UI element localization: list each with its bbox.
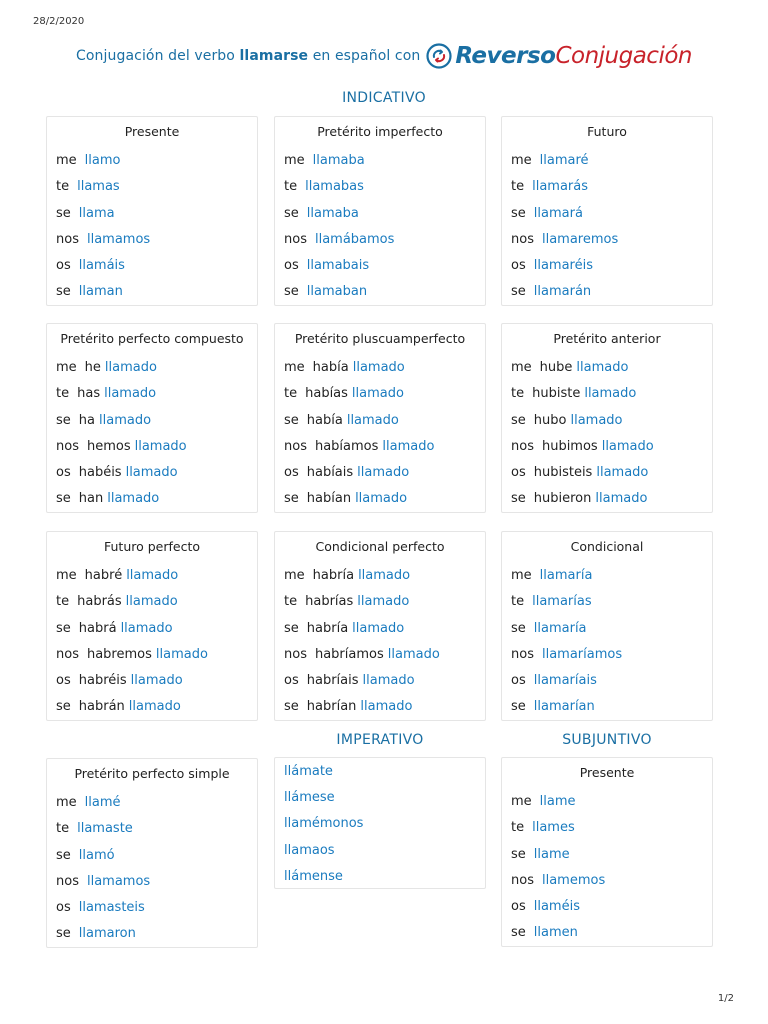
- verb-form-link[interactable]: llamaría: [533, 620, 587, 636]
- verb-form-link[interactable]: llamarás: [532, 179, 589, 195]
- verb-form-link[interactable]: llamado: [601, 438, 654, 454]
- conjugation-row: [47, 381, 257, 407]
- page-number: 1/2: [717, 993, 734, 1004]
- auxiliary-verb: habéis: [78, 465, 122, 481]
- verb-form-link[interactable]: llama: [78, 205, 115, 221]
- verb-form-link[interactable]: llamarán: [533, 284, 592, 300]
- auxiliary-verb: habría: [306, 620, 349, 636]
- imperativo-box: [274, 757, 486, 889]
- conjugation-row: [502, 381, 712, 407]
- tense-box: [501, 116, 713, 306]
- auxiliary-verb: hubisteis: [533, 465, 593, 481]
- conjugation-row: [47, 642, 257, 668]
- pronoun: te: [284, 386, 298, 402]
- pronoun: os: [511, 258, 526, 274]
- pronoun: se: [511, 699, 526, 715]
- verb-form-link[interactable]: llamado: [360, 699, 413, 715]
- verb-form-link[interactable]: llamado: [358, 568, 411, 583]
- pronoun: me: [511, 360, 532, 375]
- tense-title: Pretérito perfecto compuesto: [60, 331, 244, 346]
- verb-form-link[interactable]: llamado: [352, 360, 405, 375]
- conjugation-row: [47, 843, 257, 869]
- conjugation-row: [502, 616, 712, 642]
- verb-form-link[interactable]: llamáis: [78, 258, 125, 274]
- pronoun: nos: [56, 873, 79, 889]
- verb-form-link[interactable]: llamaríamos: [541, 646, 623, 662]
- verb-form-link[interactable]: llamaron: [78, 926, 136, 942]
- verb-form-link[interactable]: llamado: [357, 465, 410, 481]
- auxiliary-verb: había: [306, 412, 343, 428]
- header-title: [76, 48, 420, 64]
- conjugation-row: [47, 694, 257, 720]
- section-subjuntivo: SUBJUNTIVO: [562, 732, 652, 748]
- conjugation-row: [47, 563, 257, 589]
- conjugation-row: [275, 486, 485, 512]
- header-prefix: Conjugación del verbo: [76, 48, 235, 64]
- conjugation-row: [502, 148, 712, 174]
- verb-form-link[interactable]: llamado: [120, 620, 173, 636]
- auxiliary-verb: habían: [306, 491, 352, 507]
- pronoun: se: [511, 412, 526, 428]
- tense-box: [46, 116, 258, 306]
- verb-form-link[interactable]: llamaste: [77, 821, 133, 837]
- verb-form-link[interactable]: llamado: [99, 412, 152, 428]
- pronoun: te: [511, 179, 525, 195]
- conjugation-row: [47, 434, 257, 460]
- pronoun: se: [284, 284, 299, 300]
- conjugation-row: [502, 894, 712, 920]
- pronoun: te: [56, 179, 70, 195]
- conjugation-row: [502, 486, 712, 512]
- tense-box: [274, 531, 486, 721]
- verb-form-link[interactable]: llamado: [104, 360, 157, 375]
- auxiliary-verb: habrá: [78, 620, 117, 636]
- imperative-form-link[interactable]: llámate: [284, 764, 333, 779]
- tense-title: Pretérito imperfecto: [317, 124, 443, 139]
- tense-title: Pretérito anterior: [553, 331, 661, 346]
- verb-form-link[interactable]: llamo: [84, 153, 121, 168]
- pronoun: os: [56, 465, 71, 481]
- conjugation-row: [275, 434, 485, 460]
- conjugation-row: [47, 869, 257, 895]
- auxiliary-verb: habías: [305, 386, 348, 402]
- auxiliary-verb: habréis: [78, 673, 127, 689]
- verb-form-link[interactable]: llamado: [584, 386, 637, 402]
- tense-box: [46, 323, 258, 513]
- pronoun: te: [284, 594, 298, 610]
- conjugation-row: [275, 668, 485, 694]
- pronoun: se: [511, 491, 526, 507]
- verb-form-link[interactable]: llamado: [387, 646, 440, 662]
- verb-form-link[interactable]: llamado: [351, 386, 404, 402]
- tense-box: [46, 531, 258, 721]
- verb-form-link[interactable]: llamaríais: [533, 673, 597, 689]
- pronoun: os: [511, 899, 526, 915]
- pronoun: se: [284, 205, 299, 221]
- tense-box: [501, 757, 713, 947]
- auxiliary-verb: ha: [78, 412, 95, 428]
- conjugation-row: [47, 790, 257, 816]
- verb-form-link[interactable]: llamasteis: [78, 900, 145, 916]
- tense-title: Pretérito perfecto simple: [74, 766, 230, 781]
- conjugation-row: [275, 279, 485, 305]
- verb-form-link[interactable]: llamado: [362, 673, 415, 689]
- verb-form-link[interactable]: llamado: [346, 412, 399, 428]
- verb-form-link[interactable]: llamaría: [539, 568, 593, 583]
- conjugation-row: [502, 589, 712, 615]
- conjugation-row: [275, 589, 485, 615]
- auxiliary-verb: habré: [84, 568, 123, 583]
- conjugation-row: [502, 694, 712, 720]
- pronoun: nos: [511, 646, 534, 662]
- verb-form-link[interactable]: llamaréis: [533, 258, 593, 274]
- conjugation-row: [47, 921, 257, 947]
- verb-form-link[interactable]: llamen: [533, 925, 578, 941]
- pronoun: te: [511, 594, 525, 610]
- tense-box: [501, 323, 713, 513]
- auxiliary-verb: había: [312, 360, 349, 375]
- conjugation-row: [275, 227, 485, 253]
- verb-form-link[interactable]: llamó: [78, 847, 115, 863]
- conjugation-row: [502, 434, 712, 460]
- pronoun: me: [56, 795, 77, 810]
- pronoun: nos: [511, 438, 534, 454]
- pronoun: os: [284, 258, 299, 274]
- conjugation-row: [47, 589, 257, 615]
- conjugation-row: [275, 381, 485, 407]
- verb-form-link[interactable]: llamado: [128, 699, 181, 715]
- conjugation-row: [275, 460, 485, 486]
- conjugation-row: [47, 616, 257, 642]
- page-header: [0, 38, 768, 74]
- pronoun: me: [284, 360, 305, 375]
- pronoun: se: [284, 491, 299, 507]
- auxiliary-verb: habrías: [305, 594, 354, 610]
- conjugation-row: [275, 148, 485, 174]
- pronoun: se: [511, 925, 526, 941]
- pronoun: se: [284, 412, 299, 428]
- verb-form-link[interactable]: llamaban: [306, 284, 368, 300]
- auxiliary-verb: hubimos: [541, 438, 598, 454]
- auxiliary-verb: habrán: [78, 699, 125, 715]
- verb-form-link[interactable]: llamado: [570, 412, 623, 428]
- verb-form-link[interactable]: llame: [533, 846, 570, 862]
- verb-form-link[interactable]: llaman: [78, 284, 123, 300]
- print-date: 28/2/2020: [33, 16, 85, 27]
- auxiliary-verb: habremos: [86, 646, 152, 662]
- pronoun: nos: [511, 231, 534, 247]
- pronoun: te: [56, 594, 70, 610]
- tense-title: Futuro perfecto: [103, 539, 200, 554]
- pronoun: os: [56, 258, 71, 274]
- tense-box: [274, 116, 486, 306]
- verb-form-link[interactable]: llamado: [126, 568, 179, 583]
- auxiliary-verb: han: [78, 491, 104, 507]
- pronoun: se: [511, 846, 526, 862]
- conjugation-row: [275, 642, 485, 668]
- verb-form-link[interactable]: llamamos: [86, 231, 151, 247]
- verb-form-link[interactable]: llame: [539, 794, 576, 809]
- imperative-form-link[interactable]: llamémonos: [284, 816, 364, 832]
- pronoun: nos: [56, 231, 79, 247]
- conjugation-row: [47, 668, 257, 694]
- conjugation-row: [47, 174, 257, 200]
- pronoun: se: [511, 620, 526, 636]
- pronoun: se: [56, 491, 71, 507]
- section-indicativo: INDICATIVO: [342, 90, 426, 106]
- conjugation-row: [47, 227, 257, 253]
- pronoun: nos: [284, 231, 307, 247]
- verb-form-link[interactable]: llamaremos: [541, 231, 619, 247]
- pronoun: os: [284, 673, 299, 689]
- auxiliary-verb: he: [84, 360, 101, 375]
- reverso-logo-icon: [426, 43, 452, 69]
- pronoun: se: [56, 847, 71, 863]
- verb-form-link[interactable]: llamado: [576, 360, 629, 375]
- verb-form-link[interactable]: llamado: [107, 491, 160, 507]
- conjugation-row: [502, 227, 712, 253]
- tense-title: Condicional: [570, 539, 644, 554]
- pronoun: se: [56, 205, 71, 221]
- conjugation-row: [275, 253, 485, 279]
- pronoun: me: [56, 568, 77, 583]
- pronoun: te: [56, 386, 70, 402]
- pronoun: nos: [56, 438, 79, 454]
- verb-form-link[interactable]: llamé: [84, 795, 121, 810]
- conjugation-row: [47, 279, 257, 305]
- tense-title: Presente: [579, 765, 635, 780]
- verb-form-link[interactable]: llamas: [77, 179, 120, 195]
- auxiliary-verb: habrás: [77, 594, 122, 610]
- tense-title: Pretérito pluscuamperfecto: [294, 331, 466, 346]
- conjugation-row: [502, 174, 712, 200]
- verb-form-link[interactable]: llamado: [104, 386, 157, 402]
- conjugation-row: [47, 816, 257, 842]
- conjugation-row: [502, 868, 712, 894]
- pronoun: se: [511, 284, 526, 300]
- conjugation-row: [47, 355, 257, 381]
- auxiliary-verb: habríais: [306, 673, 359, 689]
- pronoun: se: [511, 205, 526, 221]
- verb-form-link[interactable]: llamado: [125, 465, 178, 481]
- verb-form-link[interactable]: llamado: [134, 438, 187, 454]
- conjugation-row: [275, 174, 485, 200]
- tense-title: Presente: [124, 124, 180, 139]
- conjugation-row: [47, 253, 257, 279]
- conjugation-row: [502, 920, 712, 946]
- conjugation-row: [502, 563, 712, 589]
- tense-title: Condicional perfecto: [315, 539, 445, 554]
- auxiliary-verb: hubiste: [532, 386, 581, 402]
- conjugation-row: [47, 895, 257, 921]
- conjugation-row: [275, 355, 485, 381]
- conjugation-row: [275, 694, 485, 720]
- pronoun: os: [56, 900, 71, 916]
- logo-reverso-text: Reverso: [455, 43, 556, 69]
- pronoun: se: [56, 412, 71, 428]
- conjugation-row: [502, 789, 712, 815]
- verb-form-link[interactable]: llamado: [357, 594, 410, 610]
- pronoun: me: [511, 794, 532, 809]
- tense-title: Futuro: [587, 124, 627, 139]
- verb-form-link[interactable]: llamaré: [539, 153, 589, 168]
- pronoun: te: [284, 179, 298, 195]
- auxiliary-verb: habíais: [306, 465, 354, 481]
- conjugation-row: [275, 616, 485, 642]
- verb-form-link[interactable]: llamado: [382, 438, 435, 454]
- pronoun: nos: [284, 438, 307, 454]
- conjugation-row: [502, 279, 712, 305]
- header-suffix: en español con: [312, 48, 421, 64]
- verb-form-link[interactable]: llamábamos: [314, 231, 395, 247]
- conjugation-row: [275, 201, 485, 227]
- pronoun: se: [284, 699, 299, 715]
- verb-form-link[interactable]: llaméis: [533, 899, 580, 915]
- imperative-form-link[interactable]: llamaos: [284, 842, 335, 858]
- conjugation-row: [47, 486, 257, 512]
- conjugation-row: [47, 201, 257, 227]
- auxiliary-verb: habrían: [306, 699, 357, 715]
- verb-form-link[interactable]: llames: [532, 820, 575, 836]
- conjugation-row: [502, 408, 712, 434]
- logo-conjugacion-text: Conjugación: [555, 43, 692, 69]
- pronoun: se: [56, 926, 71, 942]
- verb-form-link[interactable]: llamado: [595, 491, 648, 507]
- verb-form-link[interactable]: llamado: [125, 594, 178, 610]
- pronoun: me: [56, 153, 77, 168]
- verb-form-link[interactable]: llamamos: [86, 873, 151, 889]
- verb-form-link[interactable]: llamado: [355, 491, 408, 507]
- verb-form-link[interactable]: llamará: [533, 205, 583, 221]
- conjugation-row: [502, 668, 712, 694]
- pronoun: te: [56, 821, 70, 837]
- pronoun: nos: [56, 646, 79, 662]
- auxiliary-verb: hube: [539, 360, 573, 375]
- conjugation-row: [47, 408, 257, 434]
- conjugation-row: [502, 201, 712, 227]
- pronoun: se: [56, 620, 71, 636]
- auxiliary-verb: habría: [312, 568, 355, 583]
- conjugation-row: [275, 408, 485, 434]
- auxiliary-verb: hubieron: [533, 491, 592, 507]
- pronoun: me: [56, 360, 77, 375]
- pronoun: os: [284, 465, 299, 481]
- pronoun: me: [284, 568, 305, 583]
- conjugation-row: [502, 460, 712, 486]
- pronoun: os: [511, 465, 526, 481]
- verb-form-link[interactable]: llamado: [130, 673, 183, 689]
- tense-box: [274, 323, 486, 513]
- auxiliary-verb: hubo: [533, 412, 567, 428]
- verb-form-link[interactable]: llamabas: [305, 179, 364, 195]
- imperative-form-link[interactable]: llámense: [284, 868, 343, 884]
- auxiliary-verb: hemos: [86, 438, 131, 454]
- pronoun: se: [56, 284, 71, 300]
- pronoun: te: [511, 820, 525, 836]
- pronoun: te: [511, 386, 525, 402]
- tense-box: [501, 531, 713, 721]
- pronoun: me: [284, 153, 305, 168]
- conjugation-row: [502, 815, 712, 841]
- conjugation-row: [502, 842, 712, 868]
- verb-form-link[interactable]: llamarías: [532, 594, 592, 610]
- verb-form-link[interactable]: llamarían: [533, 699, 595, 715]
- verb-form-link[interactable]: llamaba: [312, 153, 365, 168]
- header-verb: llamarse: [239, 48, 309, 64]
- pronoun: se: [284, 620, 299, 636]
- verb-form-link[interactable]: llamado: [155, 646, 208, 662]
- conjugation-row: [275, 563, 485, 589]
- imperative-form-link[interactable]: llámese: [284, 790, 335, 806]
- pronoun: nos: [511, 872, 534, 888]
- verb-form-link[interactable]: llamado: [596, 465, 649, 481]
- verb-form-link[interactable]: llamado: [352, 620, 405, 636]
- conjugation-row: [502, 253, 712, 279]
- tense-box: [46, 758, 258, 948]
- conjugation-row: [47, 460, 257, 486]
- pronoun: se: [56, 699, 71, 715]
- auxiliary-verb: habíamos: [314, 438, 379, 454]
- pronoun: os: [511, 673, 526, 689]
- section-imperativo: IMPERATIVO: [336, 732, 424, 748]
- conjugation-row: [502, 355, 712, 381]
- pronoun: os: [56, 673, 71, 689]
- auxiliary-verb: habríamos: [314, 646, 384, 662]
- conjugation-row: [502, 642, 712, 668]
- verb-form-link[interactable]: llamemos: [541, 872, 606, 888]
- verb-form-link[interactable]: llamabais: [306, 258, 370, 274]
- pronoun: me: [511, 153, 532, 168]
- pronoun: me: [511, 568, 532, 583]
- conjugation-row: [47, 148, 257, 174]
- auxiliary-verb: has: [77, 386, 101, 402]
- verb-form-link[interactable]: llamaba: [306, 205, 359, 221]
- pronoun: nos: [284, 646, 307, 662]
- reverso-logo[interactable]: [426, 43, 692, 69]
